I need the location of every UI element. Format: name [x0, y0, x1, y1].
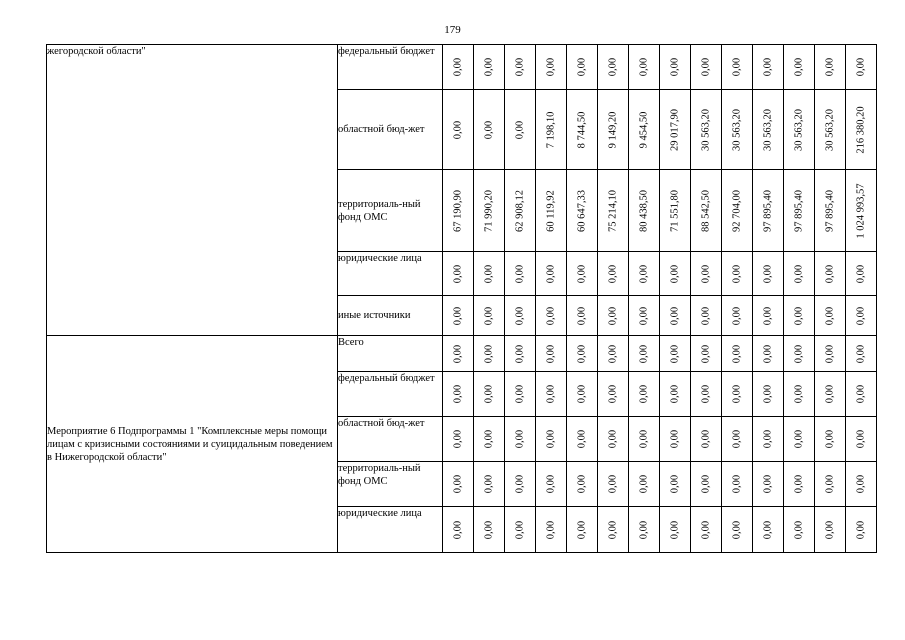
funding-source-cell: федеральный бюджет	[338, 45, 443, 90]
value-text: 0,00	[576, 520, 588, 539]
value-cell	[567, 170, 598, 252]
value-cell	[474, 372, 505, 417]
value-cell	[660, 462, 691, 507]
value-text: 0,00	[545, 520, 557, 539]
value-cell	[536, 417, 567, 462]
value-cell	[784, 507, 815, 553]
value-cell	[660, 507, 691, 553]
value-cell	[753, 336, 784, 372]
value-cell	[815, 507, 846, 553]
value-cell	[846, 417, 877, 462]
value-cell	[567, 417, 598, 462]
value-text: 0,00	[483, 429, 495, 449]
value-cell	[815, 252, 846, 296]
value-text: 0,00	[452, 474, 464, 494]
funding-source-cell: территориаль-ный фонд ОМС	[338, 170, 443, 252]
value-text: 92 704,00	[731, 189, 743, 232]
value-text: 0,00	[762, 474, 774, 494]
value-text: 0,00	[483, 474, 495, 494]
value-cell	[846, 462, 877, 507]
value-cell	[598, 507, 629, 553]
value-cell	[443, 90, 474, 170]
value-cell	[815, 417, 846, 462]
value-cell	[443, 296, 474, 336]
value-text: 0,00	[452, 520, 464, 539]
value-cell	[722, 90, 753, 170]
value-text: 0,00	[824, 306, 836, 325]
value-cell	[474, 462, 505, 507]
value-text: 97 895,40	[793, 189, 805, 232]
value-text: 30 563,20	[700, 108, 712, 151]
value-text: 0,00	[731, 264, 743, 283]
value-text: 0,00	[793, 429, 805, 449]
value-text: 0,00	[514, 344, 526, 363]
value-text: 0,00	[824, 429, 836, 449]
value-text: 0,00	[607, 344, 619, 363]
value-cell	[722, 417, 753, 462]
value-cell	[598, 372, 629, 417]
value-cell	[536, 372, 567, 417]
value-cell	[846, 507, 877, 553]
value-text: 0,00	[793, 520, 805, 539]
value-cell	[567, 296, 598, 336]
funding-source-cell: территориаль-ный фонд ОМС	[338, 462, 443, 507]
funding-source-cell: юридические лица	[338, 252, 443, 296]
value-cell	[536, 336, 567, 372]
value-cell	[784, 417, 815, 462]
value-cell	[722, 45, 753, 90]
value-text: 71 990,20	[483, 189, 495, 232]
value-cell	[784, 372, 815, 417]
value-cell	[753, 507, 784, 553]
value-text: 0,00	[576, 306, 588, 325]
value-text: 0,00	[483, 120, 495, 139]
value-cell	[784, 90, 815, 170]
value-text: 0,00	[669, 57, 681, 77]
value-cell	[691, 90, 722, 170]
value-text: 0,00	[638, 429, 650, 449]
value-cell	[784, 45, 815, 90]
value-cell	[567, 336, 598, 372]
value-text: 0,00	[700, 520, 712, 539]
value-text: 0,00	[762, 264, 774, 283]
value-text: 0,00	[762, 306, 774, 325]
value-text: 0,00	[731, 344, 743, 363]
value-text: 0,00	[545, 429, 557, 449]
value-cell	[815, 170, 846, 252]
value-text: 0,00	[700, 429, 712, 449]
value-text: 0,00	[514, 520, 526, 539]
value-text: 0,00	[545, 264, 557, 283]
value-cell	[846, 252, 877, 296]
value-cell	[598, 90, 629, 170]
value-text: 0,00	[669, 306, 681, 325]
value-text: 9 454,50	[638, 111, 650, 148]
value-text: 0,00	[452, 429, 464, 449]
value-text: 0,00	[669, 344, 681, 363]
event-name-cell: жегородской области"	[47, 45, 338, 336]
value-text: 30 563,20	[824, 108, 836, 151]
value-text: 97 895,40	[824, 189, 836, 232]
value-cell	[629, 462, 660, 507]
value-cell	[443, 507, 474, 553]
value-text: 0,00	[545, 306, 557, 325]
value-cell	[505, 336, 536, 372]
value-cell	[443, 252, 474, 296]
value-cell	[722, 170, 753, 252]
value-text: 29 017,90	[669, 108, 681, 151]
table-row	[47, 45, 877, 90]
value-text: 71 551,80	[669, 189, 681, 232]
value-cell	[505, 372, 536, 417]
value-text: 0,00	[855, 344, 867, 363]
value-text: 75 214,10	[607, 189, 619, 232]
value-cell	[536, 296, 567, 336]
value-cell	[660, 336, 691, 372]
value-text: 0,00	[669, 429, 681, 449]
value-text: 0,00	[514, 429, 526, 449]
value-text: 0,00	[700, 57, 712, 77]
value-cell	[474, 336, 505, 372]
funding-source-cell: Всего	[338, 336, 443, 372]
value-cell	[753, 372, 784, 417]
value-text: 0,00	[514, 306, 526, 325]
value-text: 0,00	[514, 57, 526, 77]
value-cell	[598, 417, 629, 462]
value-cell	[815, 372, 846, 417]
value-cell	[536, 90, 567, 170]
value-cell	[691, 296, 722, 336]
value-text: 0,00	[452, 120, 464, 139]
value-text: 0,00	[483, 344, 495, 363]
value-cell	[815, 336, 846, 372]
value-cell	[629, 336, 660, 372]
value-text: 0,00	[855, 520, 867, 539]
table-row	[47, 336, 877, 372]
value-text: 0,00	[762, 384, 774, 404]
value-cell	[722, 252, 753, 296]
value-cell	[443, 462, 474, 507]
value-cell	[660, 170, 691, 252]
value-text: 9 149,20	[607, 111, 619, 148]
value-text: 0,00	[607, 474, 619, 494]
value-text: 0,00	[452, 384, 464, 404]
value-cell	[629, 45, 660, 90]
value-text: 0,00	[483, 264, 495, 283]
value-cell	[567, 462, 598, 507]
value-cell	[474, 417, 505, 462]
value-text: 0,00	[700, 306, 712, 325]
value-text: 0,00	[576, 474, 588, 494]
value-text: 60 119,92	[545, 189, 557, 232]
value-cell	[474, 296, 505, 336]
value-text: 62 908,12	[514, 189, 526, 232]
value-text: 0,00	[545, 57, 557, 77]
value-text: 30 563,20	[731, 108, 743, 151]
value-text: 0,00	[607, 306, 619, 325]
value-cell	[443, 45, 474, 90]
value-cell	[443, 417, 474, 462]
funding-source-cell: федеральный бюджет	[338, 372, 443, 417]
value-cell	[691, 372, 722, 417]
value-cell	[598, 45, 629, 90]
value-text: 0,00	[824, 57, 836, 77]
value-text: 0,00	[669, 474, 681, 494]
value-text: 0,00	[855, 474, 867, 494]
value-text: 0,00	[545, 384, 557, 404]
value-text: 0,00	[483, 306, 495, 325]
value-text: 0,00	[700, 264, 712, 283]
value-text: 0,00	[452, 57, 464, 77]
value-cell	[567, 45, 598, 90]
value-text: 0,00	[452, 344, 464, 363]
value-text: 0,00	[824, 384, 836, 404]
value-text: 97 895,40	[762, 189, 774, 232]
value-text: 0,00	[576, 384, 588, 404]
value-cell	[505, 170, 536, 252]
value-text: 0,00	[607, 264, 619, 283]
value-text: 0,00	[638, 344, 650, 363]
value-text: 88 542,50	[700, 189, 712, 232]
value-cell	[474, 252, 505, 296]
value-cell	[629, 252, 660, 296]
funding-source-cell: юридические лица	[338, 507, 443, 553]
value-cell	[722, 336, 753, 372]
value-cell	[784, 462, 815, 507]
value-cell	[753, 45, 784, 90]
value-cell	[629, 417, 660, 462]
value-text: 0,00	[452, 306, 464, 325]
value-cell	[660, 417, 691, 462]
value-text: 0,00	[669, 520, 681, 539]
value-cell	[598, 336, 629, 372]
value-cell	[784, 252, 815, 296]
value-cell	[660, 45, 691, 90]
value-text: 0,00	[576, 264, 588, 283]
value-cell	[598, 296, 629, 336]
value-cell	[598, 252, 629, 296]
value-text: 0,00	[855, 384, 867, 404]
value-cell	[443, 372, 474, 417]
value-text: 0,00	[514, 264, 526, 283]
value-cell	[474, 170, 505, 252]
value-cell	[753, 170, 784, 252]
event-name-cell: Мероприятие 6 Подпрограммы 1 "Комплексные меры помощи лицам с кризисными состояниями и суицидальным поведением в Нижегородской области"	[47, 336, 338, 553]
value-text: 0,00	[793, 384, 805, 404]
value-text: 0,00	[576, 57, 588, 77]
value-text: 0,00	[700, 344, 712, 363]
value-text: 0,00	[514, 384, 526, 404]
value-cell	[505, 507, 536, 553]
value-cell	[474, 90, 505, 170]
value-cell	[691, 507, 722, 553]
value-text: 0,00	[607, 520, 619, 539]
value-cell	[815, 45, 846, 90]
page-number: 179	[444, 24, 461, 36]
value-text: 0,00	[731, 474, 743, 494]
value-text: 0,00	[576, 429, 588, 449]
value-text: 0,00	[793, 474, 805, 494]
funding-table	[46, 44, 877, 553]
value-cell	[691, 252, 722, 296]
value-cell	[474, 507, 505, 553]
value-text: 0,00	[638, 474, 650, 494]
value-cell	[846, 170, 877, 252]
value-text: 0,00	[793, 306, 805, 325]
value-cell	[536, 252, 567, 296]
value-cell	[505, 462, 536, 507]
value-cell	[629, 170, 660, 252]
value-text: 0,00	[855, 306, 867, 325]
value-cell	[691, 336, 722, 372]
value-cell	[536, 45, 567, 90]
value-cell	[846, 45, 877, 90]
value-text: 0,00	[452, 264, 464, 283]
value-text: 0,00	[483, 384, 495, 404]
value-cell	[753, 296, 784, 336]
value-cell	[784, 336, 815, 372]
value-text: 7 198,10	[545, 111, 557, 148]
value-text: 0,00	[638, 264, 650, 283]
value-cell	[536, 507, 567, 553]
value-text: 60 647,33	[576, 189, 588, 232]
value-cell	[629, 507, 660, 553]
funding-source-cell: областной бюд-жет	[338, 90, 443, 170]
value-text: 0,00	[607, 384, 619, 404]
value-cell	[505, 90, 536, 170]
value-cell	[722, 372, 753, 417]
value-text: 0,00	[762, 429, 774, 449]
value-text: 0,00	[762, 520, 774, 539]
value-cell	[722, 507, 753, 553]
value-text: 0,00	[483, 57, 495, 77]
value-cell	[567, 90, 598, 170]
value-text: 0,00	[638, 306, 650, 325]
value-text: 0,00	[762, 57, 774, 77]
value-text: 0,00	[514, 474, 526, 494]
value-cell	[753, 462, 784, 507]
value-text: 0,00	[638, 384, 650, 404]
value-cell	[660, 252, 691, 296]
value-cell	[691, 45, 722, 90]
value-text: 1 024 993,57	[855, 182, 867, 239]
value-cell	[474, 45, 505, 90]
value-text: 0,00	[669, 384, 681, 404]
value-cell	[660, 90, 691, 170]
value-text: 0,00	[545, 474, 557, 494]
value-cell	[536, 170, 567, 252]
value-text: 0,00	[700, 384, 712, 404]
value-text: 0,00	[731, 429, 743, 449]
value-text: 0,00	[855, 429, 867, 449]
value-text: 8 744,50	[576, 111, 588, 148]
value-text: 0,00	[700, 474, 712, 494]
value-cell	[660, 372, 691, 417]
value-cell	[660, 296, 691, 336]
value-cell	[753, 90, 784, 170]
value-cell	[567, 252, 598, 296]
value-cell	[846, 372, 877, 417]
value-text: 0,00	[762, 344, 774, 363]
value-cell	[691, 462, 722, 507]
value-text: 0,00	[731, 520, 743, 539]
value-text: 0,00	[824, 474, 836, 494]
value-text: 0,00	[638, 57, 650, 77]
value-cell	[691, 170, 722, 252]
value-cell	[567, 507, 598, 553]
value-cell	[846, 90, 877, 170]
value-cell	[722, 462, 753, 507]
value-text: 216 380,20	[855, 105, 867, 154]
value-cell	[815, 462, 846, 507]
value-text: 80 438,50	[638, 189, 650, 232]
value-text: 67 190,90	[452, 189, 464, 232]
value-cell	[505, 252, 536, 296]
value-text: 0,00	[824, 520, 836, 539]
value-cell	[753, 252, 784, 296]
value-cell	[815, 296, 846, 336]
value-cell	[598, 462, 629, 507]
value-text: 0,00	[483, 520, 495, 539]
value-text: 0,00	[545, 344, 557, 363]
value-text: 0,00	[731, 57, 743, 77]
value-text: 0,00	[731, 306, 743, 325]
value-text: 30 563,20	[762, 108, 774, 151]
value-cell	[629, 372, 660, 417]
value-cell	[629, 296, 660, 336]
value-text: 0,00	[793, 264, 805, 283]
funding-source-cell: областной бюд-жет	[338, 417, 443, 462]
value-cell	[536, 462, 567, 507]
value-cell	[567, 372, 598, 417]
value-cell	[691, 417, 722, 462]
value-text: 0,00	[731, 384, 743, 404]
value-cell	[505, 417, 536, 462]
value-text: 0,00	[514, 120, 526, 139]
value-text: 0,00	[607, 429, 619, 449]
funding-source-cell: иные источники	[338, 296, 443, 336]
value-cell	[598, 170, 629, 252]
value-text: 0,00	[638, 520, 650, 539]
value-text: 0,00	[576, 344, 588, 363]
value-cell	[784, 170, 815, 252]
value-text: 0,00	[824, 264, 836, 283]
value-cell	[846, 296, 877, 336]
value-text: 0,00	[669, 264, 681, 283]
value-cell	[753, 417, 784, 462]
value-cell	[815, 90, 846, 170]
value-text: 30 563,20	[793, 108, 805, 151]
value-text: 0,00	[855, 264, 867, 283]
value-cell	[505, 296, 536, 336]
value-text: 0,00	[793, 57, 805, 77]
value-cell	[443, 336, 474, 372]
value-cell	[722, 296, 753, 336]
value-cell	[505, 45, 536, 90]
value-text: 0,00	[855, 57, 867, 77]
value-cell	[629, 90, 660, 170]
value-text: 0,00	[607, 57, 619, 77]
value-cell	[846, 336, 877, 372]
value-cell	[784, 296, 815, 336]
value-cell	[443, 170, 474, 252]
value-text: 0,00	[824, 344, 836, 363]
value-text: 0,00	[793, 344, 805, 363]
